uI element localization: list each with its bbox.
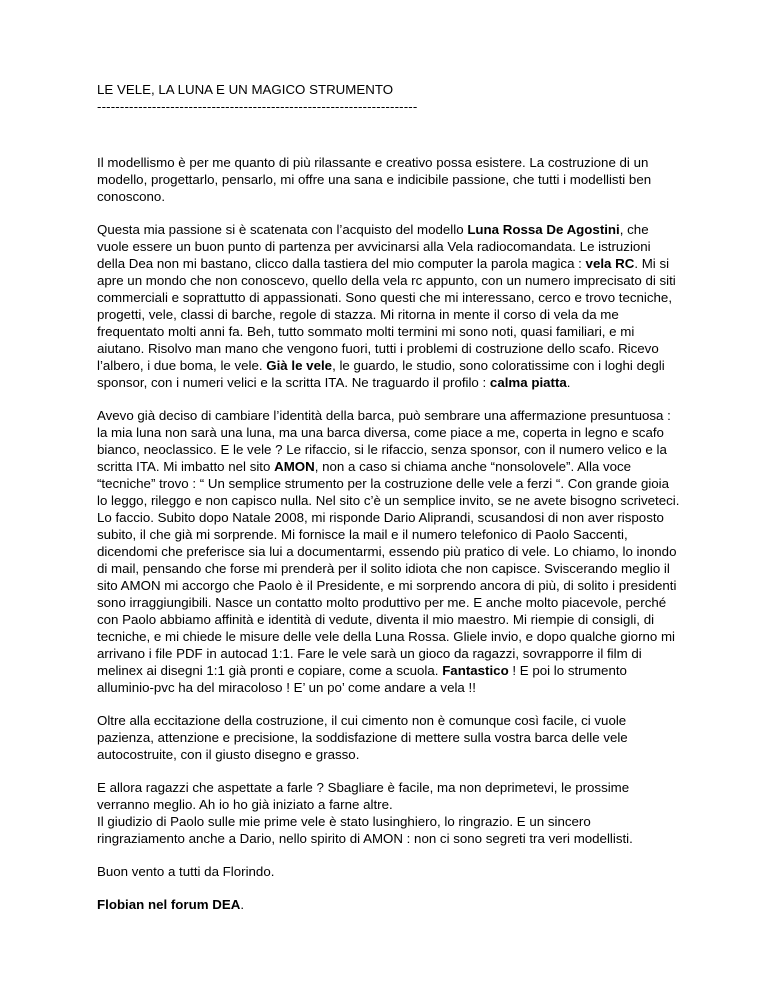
text-line: commerciali e soprattutto di appassionati. Sono questi che mi interessano, cerco e trovo tecniche, — [97, 290, 673, 305]
text-line: Il modellismo è per me quanto di più rilassante e creativo possa esistere. La costruzione di un — [97, 155, 649, 170]
text-line: vuole essere un buon punto di partenza per avvicinarsi alla Vela radiocomandata. Le istruzioni — [97, 239, 651, 254]
bold-term: AMON — [274, 459, 315, 474]
text-line: ringraziamento anche a Dario, nello spirito di AMON : non ci sono segreti tra veri modellisti. — [97, 831, 633, 846]
text-run: della Dea non mi bastano, clicco dalla tastiera del mio computer la parola magica : — [97, 256, 586, 271]
text-line — [97, 255, 677, 272]
text-line: dicendomi che preferisce sia lui a documentarmi, essendo più pratico di vele. Lo chiamo, lo inondo — [97, 544, 677, 559]
text-line: Avevo già deciso di cambiare l’identità della barca, può sembrare una affermazione presuntuosa : — [97, 408, 671, 423]
signature-line — [97, 896, 677, 913]
text-line: lo leggo, rileggo e non capisco nulla. Nel sito c’è un semplice invito, se ne avete bisogno scriveteci. — [97, 493, 680, 508]
text-line: Oltre alla eccitazione della costruzione, il cui cimento non è comunque così facile, ci vuole — [97, 713, 627, 728]
text-line: aiutano. Risolvo man mano che vengono fuori, tutti i problemi di costruzione dello scafo. Ricevo — [97, 341, 659, 356]
title-underline-rule: ---------------------------------------------------------------------- — [97, 99, 418, 114]
text-line: sito AMON mi accorgo che Paolo è il Presidente, e mi sorprendo ancora di più, di solito i presidenti — [97, 578, 677, 593]
bold-term: Luna Rossa De Agostini — [467, 222, 620, 237]
text-line — [97, 662, 677, 679]
text-line: la mia luna non sarà una luna, ma una barca diversa, come piace a me, coperta in legno e scafo — [97, 425, 664, 440]
text-run: . — [566, 375, 571, 390]
text-line: verranno meglio. Ah io ho già iniziato a farne altre. — [97, 797, 393, 812]
text-run: , che — [619, 222, 649, 237]
text-line: frequentato molti anni fa. Beh, tutto sommato molti termini mi sono noti, quasi familiari, e mi — [97, 324, 635, 339]
document-title: LE VELE, LA LUNA E UN MAGICO STRUMENTO — [97, 82, 394, 97]
text-line: subito, il che già mi sorprende. Mi fornisce la mail e il numero telefonico di Paolo Saccenti, — [97, 527, 628, 542]
bold-term: Già le vele — [266, 358, 333, 373]
bold-term: Fantastico — [442, 663, 509, 678]
paragraph-passion — [97, 221, 677, 391]
text-run: l’albero, i due boma, le vele. — [97, 358, 267, 373]
text-run: . — [240, 897, 245, 912]
text-line: di mail, pensando che forse mi prenderà per il solito idiota che non capisce. Sviscerando meglio il — [97, 561, 670, 576]
text-run: melinex ai disegni 1:1 già pronti e copiare, come a scuola. — [97, 663, 443, 678]
text-line — [97, 221, 677, 238]
text-line: con Paolo abbiamo affinità e identità di vedute, diventa il mio maestro. Mi riempie di consigli, di — [97, 612, 655, 627]
text-line: autocostruite, con il giusto disegno e grasso. — [97, 747, 360, 762]
text-line: Buon vento a tutti da Florindo. — [97, 864, 275, 879]
paragraph-satisfaction — [97, 712, 677, 763]
signature — [97, 896, 677, 913]
text-line — [97, 374, 677, 391]
paragraph-greeting — [97, 863, 677, 880]
text-run: scritta ITA. Mi imbatto nel sito — [97, 459, 275, 474]
text-line: “tecniche” trovo : “ Un semplice strumento per la costruzione delle vele a ferzi “. Con grande gioia — [97, 476, 670, 491]
text-line: modello, progettarlo, pensarlo, mi offre una sana e indicibile passione, che tutti i modellisti ben — [97, 172, 652, 187]
signature-name: Flobian nel forum DEA — [97, 897, 241, 912]
bold-term: vela RC — [585, 256, 635, 271]
text-line: tecniche, e mi chiede le misure delle vele della Luna Rossa. Gliele invio, e dopo qualche giorno mi — [97, 629, 676, 644]
text-line — [97, 458, 677, 475]
text-line: Lo faccio. Subito dopo Natale 2008, mi risponde Dario Aliprandi, scusandosi di non aver risposto — [97, 510, 664, 525]
bold-term: calma piatta — [489, 375, 567, 390]
text-line: Il giudizio di Paolo sulle mie prime vele è stato lusinghiero, lo ringrazio. E un sincero — [97, 814, 591, 829]
text-run: Questa mia passione si è scatenata con l’acquisto del modello — [97, 222, 468, 237]
text-run: , non a caso si chiama anche “nonsolovele”. Alla voce — [314, 459, 632, 474]
text-line: sono irraggiungibili. Nasce un contatto molto produttivo per me. E anche molto piacevole, perché — [97, 595, 667, 610]
paragraph-story — [97, 407, 680, 696]
text-line: alluminio-pvc ha del miracoloso ! E’ un po’ come andare a vela !! — [97, 680, 476, 695]
text-line: pazienza, attenzione e precisione, la soddisfazione di mettere sulla vostra barca delle vele — [97, 730, 628, 745]
text-line: arrivano i file PDF in autocad 1:1. Fare le vele sarà un gioco da ragazzi, sovrapporre il film di — [97, 646, 642, 661]
paragraph-encouragement — [97, 779, 677, 847]
text-run: . Mi si — [634, 256, 670, 271]
text-line — [97, 357, 677, 374]
text-run: ! E poi lo strumento — [508, 663, 627, 678]
text-line: apre un mondo che non conoscevo, quello della vela rc appunto, con un numero imprecisato di siti — [97, 273, 676, 288]
document-page — [97, 81, 680, 929]
text-run: sponsor, con i numeri velici e la scritta ITA. Ne traguardo il profilo : — [97, 375, 490, 390]
text-line: progetti, vele, classi di barche, regole di stazza. Mi ritorna in mente il corso di vela da me — [97, 307, 619, 322]
text-run: , le guardo, le studio, sono coloratissime con i loghi degli — [332, 358, 665, 373]
text-line: bianco, neoclassico. E le vele ? Le rifaccio, si le rifaccio, senza sponsor, con il numero velico e la — [97, 442, 667, 457]
text-line: E allora ragazzi che aspettate a farle ? Sbagliare è facile, ma non deprimetevi, le prossime — [97, 780, 630, 795]
text-line: conoscono. — [97, 189, 166, 204]
paragraph-intro — [97, 154, 677, 205]
